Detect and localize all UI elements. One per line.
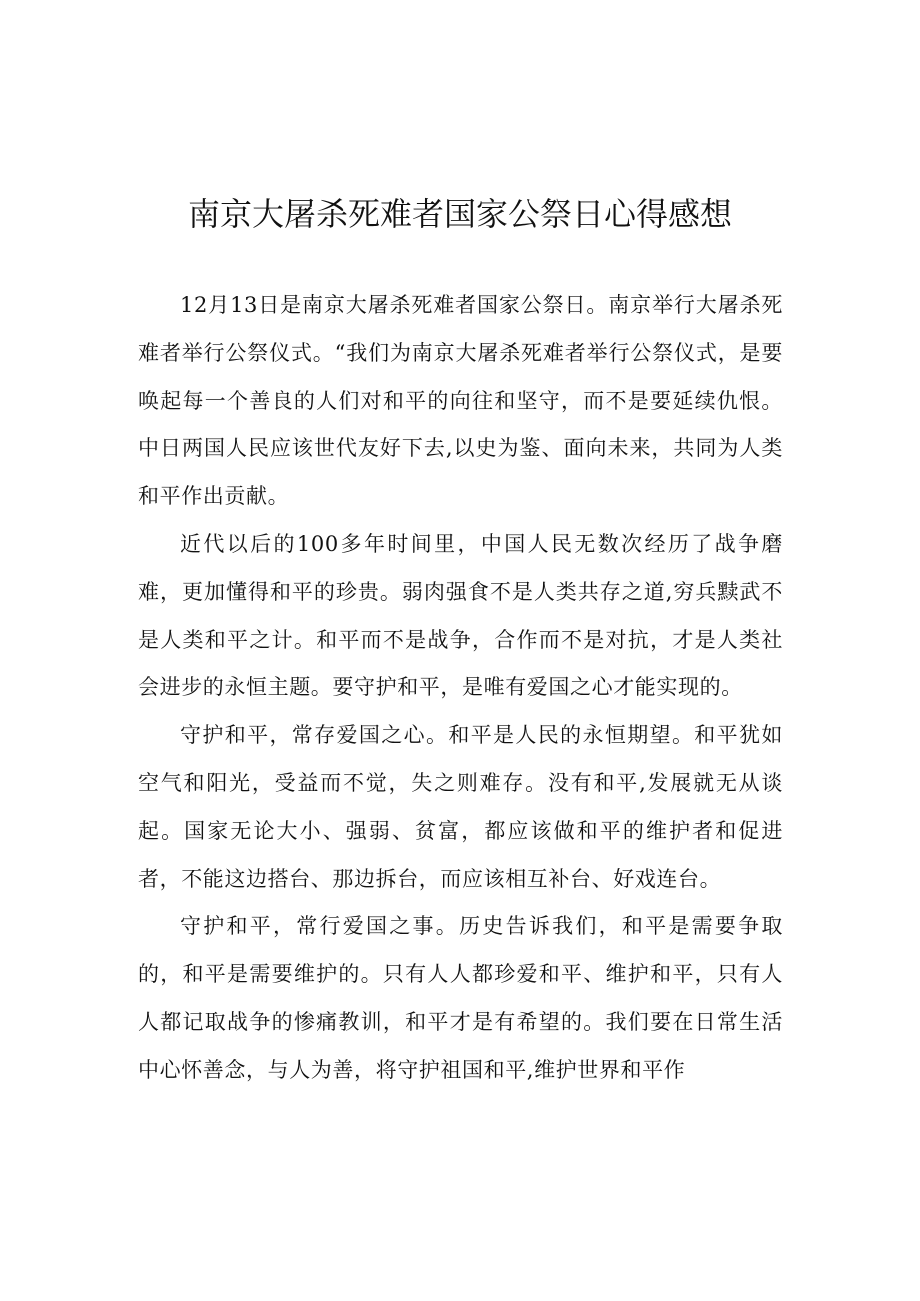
- document-body: [138, 282, 783, 1095]
- paragraph-3: 守护和平，常存爱国之心。和平是人民的永恒期望。和平犹如空气和阳光，受益而不觉，失之则难存。没有和平,发展就无从谈起。国家无论大小、强弱、贫富，都应该做和平的维护者和促进者，不能这边搭台、那边拆台，而应该相互补台、好戏连台。: [138, 723, 783, 891]
- paragraph-1: 12月13日是南京大屠杀死难者国家公祭日。南京举行大屠杀死难者举行公祭仪式。“我们为南京大屠杀死难者举行公祭仪式，是要唤起每一个善良的人们对和平的向往和坚守，而不是要延续仇恨。中日两国人民应该世代友好下去,以史为鉴、面向未来，共同为人类和平作出贡献。: [138, 293, 783, 509]
- paragraph-2: 近代以后的100多年时间里，中国人民无数次经历了战争磨难，更加懂得和平的珍贵。弱肉强食不是人类共存之道,穷兵黩武不是人类和平之计。和平而不是战争，合作而不是对抗，才是人类社会进步的永恒主题。要守护和平，是唯有爱国之心才能实现的。: [138, 531, 783, 700]
- paragraph-4: 守护和平，常行爱国之事。历史告诉我们，和平是需要争取的，和平是需要维护的。只有人人都珍爱和平、维护和平，只有人人都记取战争的惨痛教训，和平才是有希望的。我们要在日常生活中心怀善念，与人为善，将守护祖国和平,维护世界和平作: [138, 914, 783, 1082]
- document-title: 南京大屠杀死难者国家公祭日心得感想: [187, 195, 732, 233]
